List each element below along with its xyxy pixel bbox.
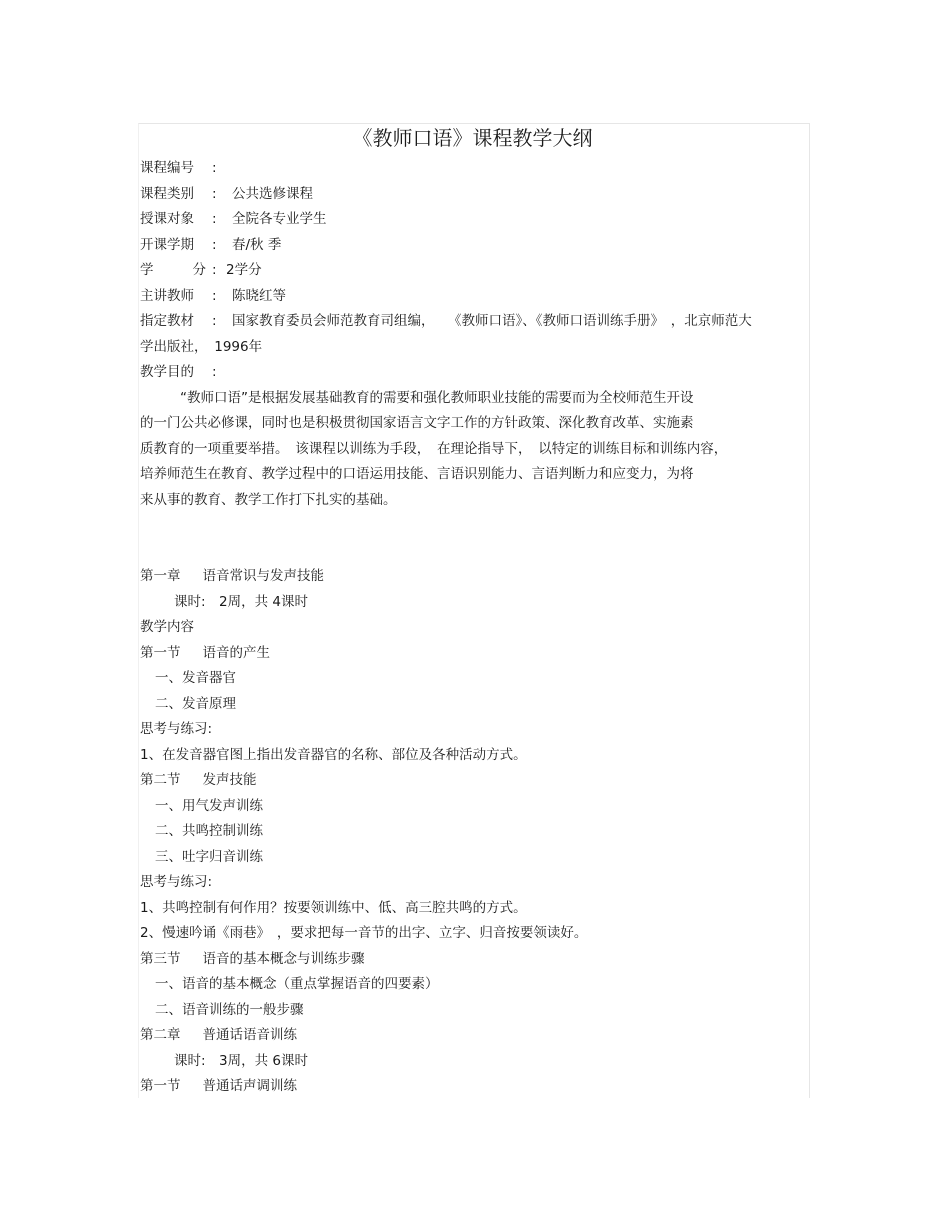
section-title: 语音的产生 [202,644,270,661]
section-title: 发声技能 [202,772,257,788]
purpose-line: 培养师范生在教育、教学过程中的口语运用技能、言语识别能力、言语判断力和应变力，为将 [140,466,694,482]
audience-row [140,207,805,233]
chapter2-hours: 课时: 3周，共 6课时 [174,1052,309,1069]
colon: : [212,160,217,176]
list-item: 二、共鸣控制训练 [155,823,263,839]
course-type-value: 公共选修课程 [232,185,313,202]
list-item: 二、语音训练的一般步骤 [155,1001,304,1018]
practice-label: 思考与练习: [140,721,213,737]
spacer [140,513,805,564]
colon: : [212,313,217,329]
credit-label-a: 学 [140,262,154,278]
audience-value: 全院各专业学生 [232,211,327,227]
semester-row [140,233,805,259]
colon: : [212,262,217,278]
chapter2-num: 第二章 [140,1027,181,1043]
colon: : [212,236,217,253]
list-item: 二、发音原理 [155,695,236,712]
colon: : [212,287,217,304]
audience-label: 授课对象 [140,211,194,227]
list-item: 三、吐字归音训练 [155,848,263,865]
credit-label [140,258,212,284]
list-item: 一、语音的基本概念（重点掌握语音的四要素） [155,976,439,992]
document-title: 《教师口语》课程教学大纲 [352,126,593,150]
teacher-row [140,284,805,310]
goal-label: 教学目的 [140,364,194,380]
chapter2-title: 普通话语音训练 [202,1027,297,1043]
chapter1-num: 第一章 [140,568,181,584]
goal-row [140,360,805,386]
section-num: 第一节 [140,1078,181,1094]
practice-item: 2、慢速吟诵《雨巷》 ，要求把每一音节的出字、立字、归音按要领读好。 [140,925,588,941]
textbook-row [140,309,805,335]
credit-label-b: 分 [192,262,206,278]
section-num: 第一节 [140,644,181,661]
chapter1-hours: 课时: 2周，共 4课时 [174,593,309,610]
colon: : [212,211,217,227]
section-title: 普通话声调训练 [202,1078,297,1094]
section-num: 第三节 [140,950,181,967]
section-num: 第二节 [140,772,181,788]
course-code-label: 课程编号 [140,160,194,176]
textbook-value-line2: 学出版社， 1996年 [140,338,263,355]
credit-value: 2学分 [226,262,262,278]
practice-item: 1、共鸣控制有何作用？按要领训练中、低、高三腔共鸣的方式。 [140,899,527,916]
semester-value: 春/秋 季 [232,236,282,253]
course-type-label: 课程类别 [140,185,194,202]
chapter2-heading [140,1023,805,1049]
course-code-row [140,156,805,182]
list-item: 一、发音器官 [155,670,236,686]
colon: : [212,364,217,380]
purpose-line: “教师口语”是根据发展基础教育的需要和强化教师职业技能的需要而为全校师范生开设 [180,389,694,406]
list-item: 一、用气发声训练 [155,797,263,814]
chapter2-section1-heading [140,1074,805,1100]
purpose-line: 质教育的一项重要举措。 该课程以训练为手段， 在理论指导下， 以特定的训练目标和训练内容， [140,440,728,457]
chapter1-section2-heading [140,768,805,794]
chapter1-content-label: 教学内容 [140,619,194,635]
purpose-line: 来从事的教育、教学工作打下扎实的基础。 [140,491,397,508]
practice-label: 思考与练习: [140,874,213,890]
section-title: 语音的基本概念与训练步骤 [202,950,365,967]
colon: : [212,185,217,202]
document-body [140,124,805,1100]
teacher-value: 陈晓红等 [232,287,286,304]
chapter1-heading [140,564,805,590]
chapter1-section3-heading [140,947,805,973]
credit-row [140,258,805,284]
chapter1-section1-heading [140,641,805,667]
textbook-value-line1: 国家教育委员会师范教育司组编， 《教师口语》、《教师口语训练手册》 ，北京师范大 [232,313,752,329]
textbook-label: 指定教材 [140,313,194,329]
practice-item: 1、在发音器官图上指出发音器官的名称、部位及各种活动方式。 [140,746,527,763]
chapter1-title: 语音常识与发声技能 [202,568,324,584]
semester-label: 开课学期 [140,236,194,253]
teacher-label: 主讲教师 [140,287,194,304]
course-type-row [140,182,805,208]
purpose-line: 的一门公共必修课，同时也是积极贯彻国家语言文字工作的方针政策、深化教育改革、实施素 [140,415,694,431]
